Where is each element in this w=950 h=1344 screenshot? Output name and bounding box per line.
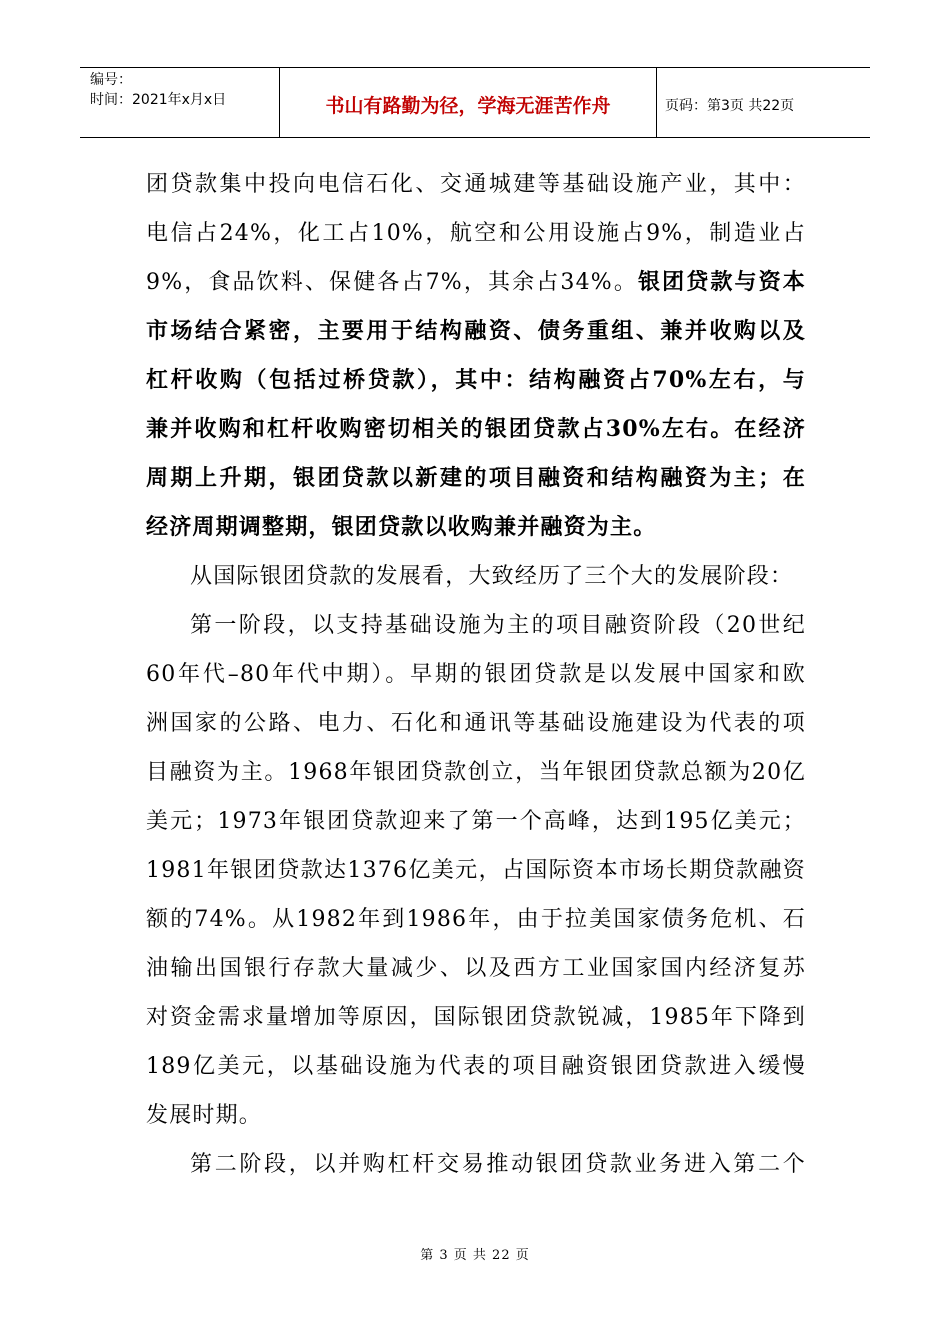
time-label: 时间：2021年x月x日 (90, 92, 227, 108)
body-line: 60年代–80年代中期）。早期的银团贷款是以发展中国家和欧 (146, 662, 806, 687)
body-line: 发展时期。 (146, 1103, 263, 1128)
body-line: 美元；1973年银团贷款迎来了第一个高峰，达到195亿美元； (146, 809, 806, 834)
body-line: 周期上升期，银团贷款以新建的项目融资和结构融资为主；在 (146, 465, 806, 491)
body-line: 1981年银团贷款达1376亿美元，占国际资本市场长期贷款融资 (146, 858, 806, 883)
body-line: 第二阶段，以并购杠杆交易推动银团贷款业务进入第二个 (190, 1152, 806, 1177)
header-meta (80, 68, 280, 137)
body-line: 团贷款集中投向电信石化、交通城建等基础设施产业，其中： (146, 172, 806, 197)
body-line: 第一阶段，以支持基础设施为主的项目融资阶段（20世纪 (190, 613, 806, 638)
body-line: 经济周期调整期，银团贷款以收购兼并融资为主。 (146, 514, 657, 540)
body-line: 9%，食品饮料、保健各占7%，其余占34%。银团贷款与资本 (146, 269, 806, 295)
page-footer: 第 3 页 共 22 页 (420, 1248, 530, 1263)
number-label: 编号： (90, 72, 132, 88)
body-line: 电信占24%，化工占10%，航空和公用设施占9%，制造业占 (146, 221, 806, 246)
body-line: 洲国家的公路、电力、石化和通讯等基础设施建设为代表的项 (146, 711, 806, 736)
body-line: 油输出国银行存款大量减少、以及西方工业国家国内经济复苏 (146, 956, 806, 981)
header-motto: 书山有路勤为径，学海无涯苦作舟 (280, 68, 657, 137)
body-line: 从国际银团贷款的发展看，大致经历了三个大的发展阶段： (190, 564, 794, 589)
body-line: 杠杆收购（包括过桥贷款），其中：结构融资占70%左右，与 (146, 367, 806, 393)
body-line: 目融资为主。1968年银团贷款创立，当年银团贷款总额为20亿 (146, 760, 806, 785)
page-header (80, 67, 870, 138)
body-line: 市场结合紧密，主要用于结构融资、债务重组、兼并收购以及 (146, 318, 806, 344)
document-body (146, 160, 806, 1189)
body-line: 兼并收购和杠杆收购密切相关的银团贷款占30%左右。在经济 (146, 416, 806, 442)
body-line: 额的74%。从1982年到1986年，由于拉美国家债务危机、石 (146, 907, 806, 932)
body-line: 189亿美元，以基础设施为代表的项目融资银团贷款进入缓慢 (146, 1054, 806, 1079)
body-line: 对资金需求量增加等原因，国际银团贷款锐减，1985年下降到 (146, 1005, 806, 1030)
header-page-info: 页码：第3页 共22页 (665, 97, 795, 114)
